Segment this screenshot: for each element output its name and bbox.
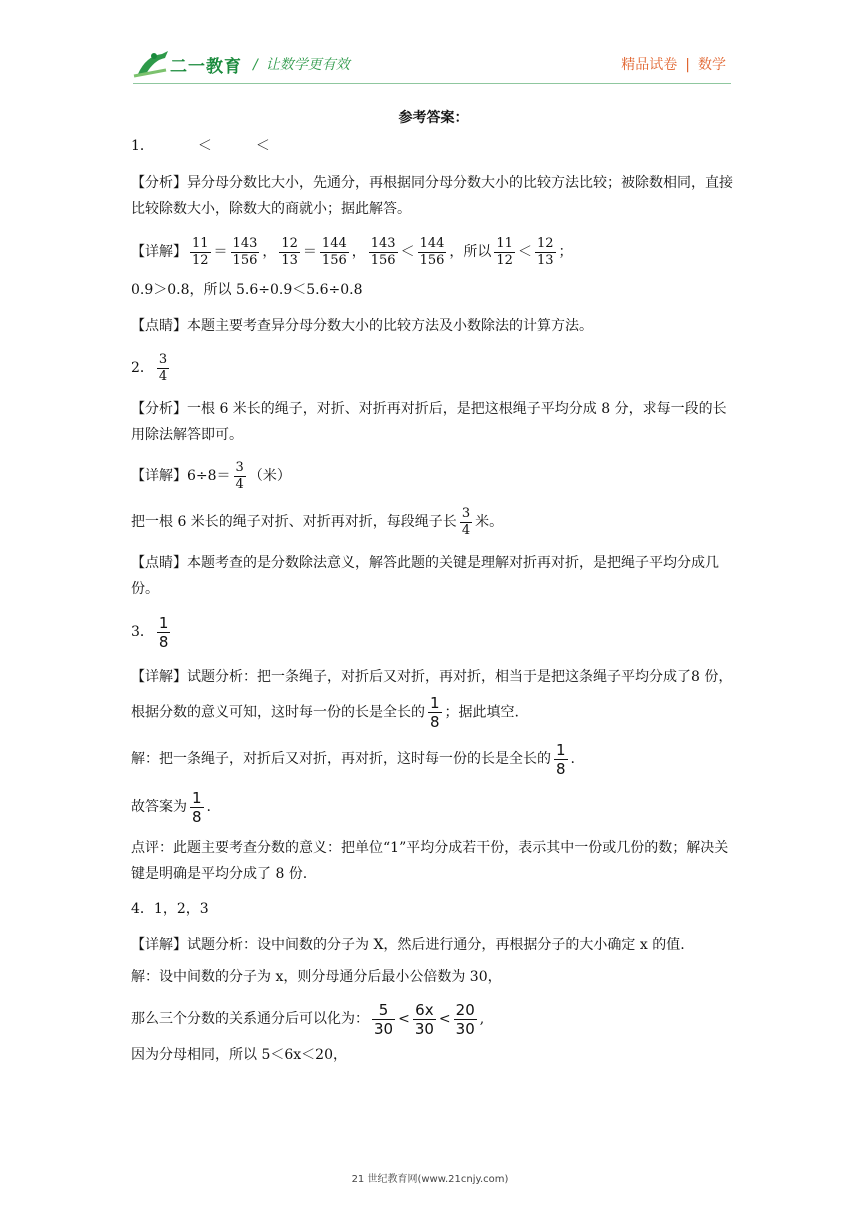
slogan-text: 让数学更有效 <box>265 57 350 73</box>
fraction-numerator: 12 <box>536 235 554 251</box>
fraction-numerator: 143 <box>232 235 258 251</box>
slogan <box>253 54 350 74</box>
fraction <box>428 694 442 731</box>
header-divider <box>133 83 731 84</box>
fraction-numerator: 144 <box>321 235 347 251</box>
q2-answer <box>131 348 736 388</box>
fraction <box>234 460 246 493</box>
q3-solution-text: 解：把一条绳子，对折后又对折，再对折，这时每一份的长是全长的 <box>131 751 551 767</box>
page-footer: 21 世纪教育网(www.21cnjy.com) <box>351 1174 509 1185</box>
q4-relation-text: 那么三个分数的关系通分后可以化为： <box>131 1011 369 1027</box>
fraction-numerator: 144 <box>419 235 445 251</box>
fraction-numerator: 3 <box>235 459 244 475</box>
fraction-denominator: 13 <box>536 252 554 268</box>
q3-detail-text: 【详解】试题分析：把一条绳子，对折后又对折，再对折，相当于是把这条绳子平均分成了8 份，根据分数的意义可知，这时每一份的长是全长的 <box>131 669 733 721</box>
fraction <box>372 1001 395 1038</box>
q4-relation-end: , <box>479 1011 485 1027</box>
q3-answer <box>131 612 736 652</box>
q2-number: 2． <box>131 360 154 376</box>
q4-answer-values: 1，2，3 <box>153 901 209 917</box>
q3-solution-end: . <box>570 751 575 767</box>
fraction-numerator: 1 <box>192 788 202 807</box>
fraction-denominator: 8 <box>556 759 566 778</box>
page-header <box>0 0 860 100</box>
header-label-right: 数学 <box>698 57 726 73</box>
fraction-numerator: 6x <box>415 1000 434 1019</box>
fraction <box>535 236 556 269</box>
fraction <box>157 352 169 385</box>
conjunction-text: ，所以 <box>449 244 492 260</box>
fraction-denominator: 8 <box>192 807 202 826</box>
q1-answer-2: ＜ <box>255 138 270 154</box>
less-than-sign: < <box>398 1011 410 1027</box>
q3-number: 3． <box>131 624 154 640</box>
fraction-numerator: 143 <box>370 235 396 251</box>
fraction-numerator: 20 <box>455 1000 475 1019</box>
q1-analysis: 【分析】异分母分数比大小，先通分，再根据同分母分数大小的比较方法比较；被除数相同，直接比较除数大小，除数大的商就小；据此解答。 <box>131 175 733 217</box>
q2-comment: 【点睛】本题考查的是分数除法意义，解答此题的关键是理解对折再对折，是把绳子平均分成几份。 <box>131 555 719 597</box>
q4-relation <box>131 997 736 1041</box>
equals-sign: ＝ <box>213 244 228 260</box>
fraction-numerator: 12 <box>281 235 298 251</box>
fraction <box>231 236 260 269</box>
fraction <box>190 789 204 826</box>
fraction-numerator: 1 <box>556 740 566 759</box>
fraction <box>554 741 568 778</box>
q2-sentence-text: 把一根 6 米长的绳子对折、对折再对折，每段绳子长 <box>131 514 457 530</box>
q3-final-end: . <box>206 799 211 815</box>
fraction-denominator: 8 <box>430 713 440 731</box>
q4-solution: 解：设中间数的分子为 x，则分母通分后最小公倍数为 30， <box>131 969 502 985</box>
fraction-numerator: 3 <box>461 505 471 521</box>
q3-solution <box>131 737 736 781</box>
q1-detail-label: 【详解】 <box>131 244 187 260</box>
fraction-denominator: 30 <box>374 1019 394 1038</box>
fraction <box>369 236 398 269</box>
fraction-numerator: 1 <box>430 694 440 712</box>
q4-answer <box>131 899 736 921</box>
q3-comment: 点评：此题主要考查分数的意义：把单位“1”平均分成若干份，表示其中一份或几份的数；解决关键是明确是平均分成了 8 份. <box>131 840 729 882</box>
fraction-numerator: 11 <box>496 235 513 251</box>
q4-last-line: 因为分母相同，所以 5＜6x＜20， <box>131 1047 347 1063</box>
fraction-denominator: 30 <box>455 1019 475 1038</box>
fraction-denominator: 4 <box>158 368 168 384</box>
fraction-denominator: 4 <box>235 476 244 492</box>
fraction-denominator: 12 <box>192 252 209 268</box>
q2-analysis: 【分析】一根 6 米长的绳子，对折、对折再对折后，是把这根绳子平均分成 8 分，求每一段的长用除法解答即可。 <box>131 401 727 443</box>
fraction-denominator: 4 <box>461 522 471 538</box>
fraction-denominator: 12 <box>496 252 513 268</box>
fraction-denominator: 156 <box>232 252 258 268</box>
fraction-numerator: 11 <box>192 235 209 251</box>
fraction-denominator: 8 <box>158 632 169 651</box>
q1-answer <box>131 136 736 158</box>
fraction-numerator: 3 <box>158 351 168 367</box>
page-title: 参考答案： <box>398 110 469 126</box>
q2-detail-label: 【详解】 <box>131 468 187 484</box>
fraction <box>190 236 211 269</box>
q3-final-answer <box>131 785 736 829</box>
fraction-numerator: 1 <box>158 613 169 632</box>
fraction <box>460 506 472 539</box>
q3-detail-end: ；据此填空. <box>444 704 519 721</box>
equals-sign: ＝ <box>302 244 317 260</box>
q1-comment: 【点睛】本题主要考查异分母分数大小的比较方法及小数除法的计算方法。 <box>131 318 593 334</box>
fraction <box>320 236 349 269</box>
q3-detail <box>131 660 736 731</box>
fraction-denominator: 30 <box>414 1019 434 1038</box>
fraction-denominator: 156 <box>419 252 445 268</box>
less-than-sign: < <box>438 1011 451 1027</box>
fraction-numerator: 5 <box>378 1000 389 1019</box>
header-label-left: 精品试卷 <box>621 57 678 73</box>
q2-detail-expression: 6÷8＝ <box>187 468 231 484</box>
q1-detail <box>131 228 736 276</box>
q1-number: 1． <box>131 138 154 154</box>
fraction-denominator: 13 <box>281 252 298 268</box>
q4-number: 4． <box>131 901 154 917</box>
q4-detail: 【详解】试题分析：设中间数的分子为 X，然后进行通分，再根据分子的大小确定 x 的值. <box>131 937 685 953</box>
comma: ， <box>262 244 277 260</box>
fraction <box>157 614 171 651</box>
less-than-sign: ＜ <box>400 244 415 260</box>
slogan-slash: / <box>253 57 258 73</box>
fraction <box>454 1001 477 1038</box>
logo-text: 二一教育 <box>170 57 242 77</box>
q2-sentence-end: 米。 <box>475 514 504 530</box>
q3-final-text: 故答案为 <box>131 799 187 815</box>
semicolon: ； <box>558 244 573 260</box>
less-than-sign: ＜ <box>517 244 532 260</box>
answer-content <box>131 100 736 1067</box>
header-separator: | <box>685 57 690 73</box>
header-right <box>621 54 726 74</box>
q2-sentence <box>131 502 736 542</box>
q2-detail-unit: （米） <box>248 468 291 484</box>
fraction <box>418 236 447 269</box>
fraction-denominator: 156 <box>370 252 396 268</box>
q1-decimal-line: 0.9＞0.8，所以 5.6÷0.9＜5.6÷0.8 <box>131 282 363 298</box>
fraction <box>413 1001 436 1038</box>
q1-answer-1: ＜ <box>197 138 212 154</box>
comma: ， <box>351 244 366 260</box>
fraction <box>279 236 300 269</box>
q2-detail <box>131 456 736 496</box>
fraction-denominator: 156 <box>321 252 347 268</box>
fraction <box>494 236 515 269</box>
